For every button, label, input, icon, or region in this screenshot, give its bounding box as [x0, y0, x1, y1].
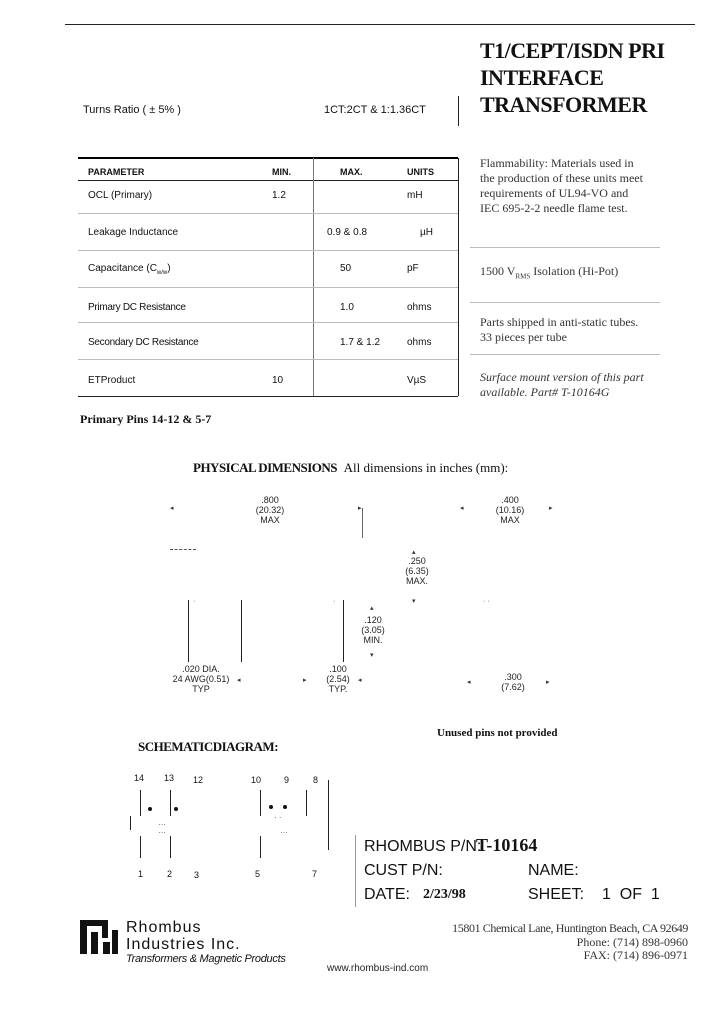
- arrow-right-icon: ◂: [237, 677, 241, 684]
- winding-line: [140, 790, 141, 816]
- title-line-3: TRANSFORMER: [480, 92, 647, 117]
- row-secondary-dcr-units: ohms: [407, 337, 432, 348]
- dim-width: [245, 495, 295, 525]
- row-primary-dcr-param: Primary DC Resistance: [88, 302, 186, 313]
- row-ocl-param: OCL (Primary): [88, 190, 153, 201]
- transformer-schematic-right: [250, 790, 330, 860]
- winding-line: [260, 790, 261, 816]
- row-divider: [78, 322, 458, 323]
- col-header-max: MAX.: [340, 167, 363, 177]
- primary-pins-note: Primary Pins 14-12 & 5-7: [80, 412, 212, 426]
- row-ocl-units: mH: [407, 190, 423, 201]
- dimensions-title: PHYSICAL DIMENSIONS: [193, 460, 338, 475]
- dim-row-spacing-in: .300: [504, 672, 522, 682]
- pin-label-1: 1: [138, 869, 144, 879]
- arrow-up-icon: ▴: [370, 605, 374, 612]
- flammability-note: Flammability: Materials used in the production of these units meet requirements of UL94-VO and IEC 695-2-2 needle flame test.: [480, 156, 643, 215]
- dim-depth-mm: (10.16): [495, 505, 525, 515]
- arrow-down-icon: ▾: [370, 652, 374, 659]
- arrow-left-icon: ▸: [303, 677, 307, 684]
- pin-line: [188, 600, 189, 662]
- dim-pin-length-mm: (3.05): [361, 625, 385, 635]
- notes-divider: [470, 302, 660, 303]
- pin-line: [343, 600, 344, 662]
- row-etproduct-units: VµS: [407, 375, 427, 386]
- pin-label-3: 3: [194, 870, 200, 880]
- rhombus-logo-icon: [78, 918, 120, 956]
- isolation-post: Isolation (Hi-Pot): [530, 264, 619, 278]
- pin-marker-icon: ·: [193, 598, 196, 605]
- dim-pitch-mm: (2.54): [326, 674, 350, 684]
- polarity-dot-icon: [283, 805, 287, 809]
- arrow-right-icon: ▸: [549, 505, 553, 512]
- title-line-2: INTERFACE: [480, 65, 604, 90]
- table-col-divider: [313, 158, 314, 396]
- dim-pin-dia-in: .020 DIA.: [182, 664, 220, 674]
- core-marks-icon: …: [280, 826, 288, 835]
- company-name-line1: Rhombus: [126, 919, 202, 936]
- row-divider: [78, 359, 458, 360]
- company-fax: FAX: (714) 896-0971: [583, 948, 688, 962]
- pin-label-13: 13: [164, 773, 175, 783]
- table-header-rule: [78, 180, 458, 181]
- pin-label-2: 2: [167, 869, 173, 879]
- dim-pin-length-in: .120: [364, 615, 382, 625]
- arrow-up-icon: ▴: [412, 549, 416, 556]
- transformer-schematic-left: [128, 790, 188, 860]
- col-header-units: UNITS: [407, 167, 434, 177]
- isolation-pre: 1500 V: [480, 264, 516, 278]
- row-divider: [78, 213, 458, 214]
- dim-pin-pitch: [318, 664, 358, 694]
- company-tagline: Transformers & Magnetic Products: [126, 953, 286, 965]
- arrow-right-icon: ▸: [358, 505, 362, 512]
- pin-line: [241, 600, 242, 662]
- pin-marker-icon: ·: [333, 598, 336, 605]
- capacitance-sub: w/w: [156, 270, 168, 276]
- company-phone: Phone: (714) 898-0960: [576, 935, 688, 949]
- row-leakage-max: 0.9 & 0.8: [327, 227, 368, 238]
- dim-width-in: .800: [261, 495, 279, 505]
- dim-height-mm: (6.35): [405, 566, 429, 576]
- dim-pin-length: [355, 615, 391, 645]
- arrow-left-icon: ◂: [467, 679, 471, 686]
- dim-pitch-note: TYP.: [328, 684, 348, 694]
- polarity-dot-icon: [148, 807, 152, 811]
- dim-pin-dia-mm: 24 AWG(0.51): [172, 674, 230, 684]
- pin-marker-icon: · ·: [483, 598, 490, 605]
- turns-ratio-label: Turns Ratio ( ± 5% ): [83, 104, 181, 116]
- schematic-heading: SCHEMATICDIAGRAM:: [138, 739, 279, 754]
- title-line-1: T1/CEPT/ISDN PRI: [480, 38, 665, 63]
- date-label: DATE:: [364, 886, 410, 903]
- row-secondary-dcr-max: 1.7 & 1.2: [340, 337, 381, 348]
- company-address: 15801 Chemical Lane, Huntington Beach, CA 92649: [452, 921, 688, 935]
- notes-divider: [470, 247, 660, 248]
- row-divider: [78, 250, 458, 251]
- turns-divider: [458, 96, 459, 126]
- company-website[interactable]: www.rhombus-ind.com: [327, 963, 429, 974]
- dim-pin-diameter: [166, 664, 236, 694]
- winding-line: [260, 836, 261, 858]
- dim-height-in: .250: [408, 556, 426, 566]
- dim-pitch-in: .100: [329, 664, 347, 674]
- rhombus-pn-label: RHOMBUS P/N:: [364, 838, 482, 855]
- titleblock-divider: [355, 835, 356, 907]
- winding-line: [306, 790, 307, 816]
- pin-label-5: 5: [255, 869, 261, 879]
- notes-divider: [470, 354, 660, 355]
- rhombus-logo-mark: [78, 918, 120, 956]
- capacitance-label: Capacitance (C: [88, 263, 157, 274]
- dim-height-note: MAX.: [405, 576, 428, 586]
- dim-depth-note: MAX: [500, 515, 520, 525]
- name-label: NAME:: [528, 862, 579, 879]
- row-divider: [78, 287, 458, 288]
- row-secondary-dcr-param: Secondary DC Resistance: [88, 337, 199, 348]
- col-header-min: MIN.: [272, 167, 291, 177]
- company-name-line2: Industries Inc.: [126, 936, 241, 953]
- pin-label-12: 12: [193, 775, 204, 785]
- sheet-label: SHEET:: [528, 886, 585, 903]
- sheet-value: 1 OF 1: [602, 886, 660, 903]
- winding-line: [170, 836, 171, 858]
- winding-line: [170, 790, 171, 816]
- arrow-left-icon: ◂: [170, 505, 174, 512]
- arrow-left-icon: ◂: [460, 505, 464, 512]
- table-top-rule: [78, 157, 458, 159]
- isolation-note: [480, 264, 660, 284]
- unused-pins-note: Unused pins not provided: [437, 727, 558, 739]
- row-capacitance-max: 50: [340, 263, 352, 274]
- product-title: [480, 37, 700, 118]
- smt-note: Surface mount version of this part available. Part# T-10164G: [480, 370, 644, 399]
- row-leakage-units: µH: [420, 227, 433, 238]
- core-line: [130, 816, 131, 830]
- date-value: 2/23/98: [423, 887, 466, 902]
- core-marks-icon: …: [158, 826, 166, 835]
- row-capacitance-param: [88, 263, 171, 276]
- dimensions-subtitle: All dimensions in inches (mm):: [343, 460, 509, 475]
- pin-label-7: 7: [312, 869, 318, 879]
- row-leakage-param: Leakage Inductance: [88, 227, 179, 238]
- row-primary-dcr-max: 1.0: [340, 302, 354, 313]
- shipping-note: Parts shipped in anti-static tubes. 33 pieces per tube: [480, 315, 639, 344]
- pin-label-14: 14: [134, 773, 145, 783]
- table-right-edge: [458, 158, 459, 396]
- polarity-dot-icon: [269, 805, 273, 809]
- row-primary-dcr-units: ohms: [407, 302, 432, 313]
- winding-line: [140, 836, 141, 858]
- arrow-down-icon: ▾: [412, 598, 416, 605]
- arrow-right-icon: ◂: [358, 677, 362, 684]
- core-marks-icon: …: [158, 818, 166, 827]
- row-ocl-min: 1.2: [272, 190, 286, 201]
- isolation-sub: RMS: [515, 272, 531, 281]
- row-etproduct-min: 10: [272, 375, 284, 386]
- pin-label-9: 9: [284, 775, 290, 785]
- polarity-dot-icon: [174, 807, 178, 811]
- row-etproduct-param: ETProduct: [88, 375, 136, 386]
- dim-width-note: MAX: [260, 515, 280, 525]
- dim-depth-in: .400: [501, 495, 519, 505]
- core-line: [328, 780, 329, 850]
- dim-row-spacing-mm: (7.62): [501, 682, 525, 692]
- dim-depth: [485, 495, 535, 525]
- dim-pin-dia-note: TYP: [192, 684, 210, 694]
- row-capacitance-units: pF: [407, 263, 419, 274]
- rhombus-pn-value: T-10164: [476, 835, 538, 855]
- pin-label-8: 8: [313, 775, 319, 785]
- turns-ratio-value: 1CT:2CT & 1:1.36CT: [324, 104, 426, 116]
- top-rule: [65, 24, 695, 25]
- col-header-parameter: PARAMETER: [88, 167, 145, 177]
- dim-height: [397, 556, 437, 586]
- package-outline-dash: [170, 549, 196, 551]
- capacitance-end: ): [167, 263, 171, 274]
- dim-row-spacing: [493, 672, 533, 692]
- pin-label-10: 10: [251, 775, 262, 785]
- dim-extension-line: [362, 508, 363, 538]
- cust-pn-label: CUST P/N:: [364, 862, 443, 879]
- table-bottom-rule: [78, 396, 458, 397]
- dim-pin-length-note: MIN.: [363, 635, 383, 645]
- dimensions-heading: [193, 460, 508, 476]
- core-marks-icon: · ·: [274, 813, 282, 822]
- dim-width-mm: (20.32): [255, 505, 285, 515]
- arrow-right-icon: ▸: [546, 679, 550, 686]
